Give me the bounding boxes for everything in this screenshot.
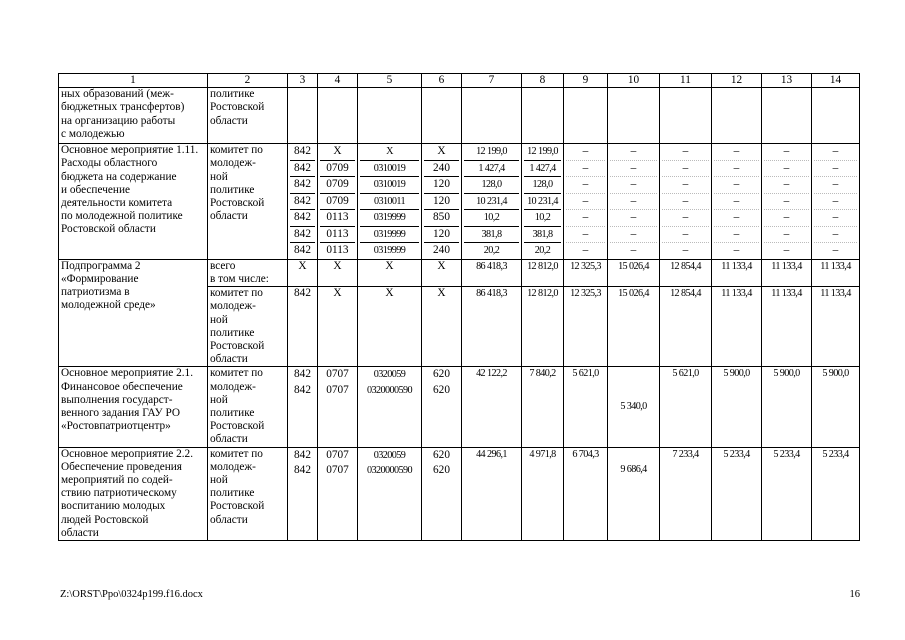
value: 10,2 (464, 210, 519, 227)
text-line: Обеспечение проведения (61, 460, 182, 473)
value: 128,0 (524, 177, 561, 194)
dash-cell: – – – – – – – (712, 144, 762, 260)
value: 850 (424, 210, 459, 227)
value: 0113 (320, 227, 355, 244)
value: 0319999 (360, 227, 419, 244)
value-cell: 5 233,4 (762, 447, 812, 540)
value: 0709 (320, 161, 355, 178)
value: 842 (290, 177, 315, 194)
text-line: области (210, 210, 248, 223)
value-cell: 9 686,4 (608, 447, 660, 540)
empty-cell (660, 88, 712, 144)
col-number: 13 (762, 74, 812, 88)
text-line: области (210, 513, 248, 526)
value-cell: 6 704,3 (564, 447, 608, 540)
value-cell: 4 971,8 (522, 447, 564, 540)
text-line: Расходы областного (61, 157, 158, 170)
year-amount-cell (522, 144, 564, 260)
dash-cell: – – – – – – – (564, 144, 608, 260)
value-cell: 42 122,2 (462, 367, 522, 447)
text-line: Финансовое обеспечение (61, 380, 183, 393)
value: 0113 (320, 210, 355, 227)
value-cell: 5 233,4 (712, 447, 762, 540)
dash-cell: – – – – – – – (608, 144, 660, 260)
col-number: 8 (522, 74, 564, 88)
value: 240 (424, 161, 459, 178)
col-number: 4 (318, 74, 358, 88)
text-line: ной (210, 393, 228, 406)
text-line: комитет по (210, 447, 263, 460)
text-line: людей Ростовской (61, 513, 149, 526)
table-row (59, 367, 860, 447)
text-line: Основное мероприятие 2.2. (61, 447, 194, 460)
col-number: 2 (208, 74, 288, 88)
text-line: патриотизма в (61, 286, 130, 299)
text-line: Ростовской (210, 420, 265, 433)
value: 120 (424, 194, 459, 211)
value-cell: 11 133,4 (762, 259, 812, 286)
value-cell: 44 296,1 (462, 447, 522, 540)
value: 10,2 (524, 210, 561, 227)
text-line: бюджетных трансфертов) (61, 101, 185, 114)
col-number: 9 (564, 74, 608, 88)
col-number: 10 (608, 74, 660, 88)
value: 12 199,0 (524, 144, 561, 161)
text-line: воспитанию молодых (61, 500, 166, 513)
value: 1 427,4 (524, 161, 561, 178)
col-number: 1 (59, 74, 208, 88)
value: 0709 (320, 194, 355, 211)
text-line: области (210, 353, 248, 366)
col-number: 14 (812, 74, 860, 88)
page-number: 16 (849, 589, 860, 600)
value: 842 (290, 161, 315, 178)
text-line: политике (210, 183, 255, 196)
text-line: политике (210, 88, 255, 101)
section-code-cell (318, 144, 358, 260)
text-line: Ростовской (210, 339, 265, 352)
value: Х (320, 144, 355, 161)
text-line: Подпрограмма 2 (61, 259, 141, 272)
target-code-cell: 0320059 0320000590 (358, 447, 422, 540)
expense-type-cell: 620 620 (422, 447, 462, 540)
text-line: комитет по (210, 367, 263, 380)
value-cell: Х (318, 259, 358, 286)
text-line: «Формирование (61, 272, 139, 285)
value-cell: 5 900,0 (812, 367, 860, 447)
text-line: Ростовской (210, 197, 265, 210)
empty-cell (318, 88, 358, 144)
text-line: мероприятий по содей- (61, 473, 173, 486)
expense-type-cell: 620 620 (422, 367, 462, 447)
value-cell: Х (358, 287, 422, 367)
value: 842 (290, 194, 315, 211)
empty-cell (712, 88, 762, 144)
col-number: 11 (660, 74, 712, 88)
text-line: «Ростовпатриотцентр» (61, 420, 171, 433)
value: Х (424, 144, 459, 161)
value-cell: 15 026,4 (608, 287, 660, 367)
value: 842 (290, 210, 315, 227)
value-cell: 15 026,4 (608, 259, 660, 286)
section-code-cell: 0707 0707 (318, 367, 358, 447)
empty-cell (564, 88, 608, 144)
empty-cell (462, 88, 522, 144)
target-code-cell (358, 144, 422, 260)
value-cell: 12 325,3 (564, 259, 608, 286)
value-cell: Х (422, 287, 462, 367)
value: 0310011 (360, 194, 419, 211)
text-line: Основное мероприятие 2.1. (61, 367, 194, 380)
value-cell: 86 418,3 (462, 259, 522, 286)
file-path: Z:\ORST\Ppo\0324p199.f16.docx (60, 589, 203, 600)
value-cell: 5 340,0 (608, 367, 660, 447)
text-line: политике (210, 326, 255, 339)
value: 10 231,4 (524, 194, 561, 211)
dash-cell: – – – – – – – (660, 144, 712, 260)
value: 120 (424, 177, 459, 194)
expense-type-cell (422, 144, 462, 260)
text-line: Ростовской (210, 500, 265, 513)
text-line: Ростовской области (61, 223, 156, 236)
table-row (59, 144, 860, 260)
value: 381,8 (464, 227, 519, 244)
program-name-cell (59, 367, 208, 447)
text-line: политике (210, 487, 255, 500)
value-cell: 5 233,4 (812, 447, 860, 540)
value: Х (360, 144, 419, 161)
text-line: молодеж- (210, 380, 256, 393)
value: 842 (290, 144, 315, 161)
text-line: Ростовской (210, 101, 265, 114)
text-line: Основное мероприятие 1.11. (61, 144, 199, 157)
program-name-cell (59, 88, 208, 144)
value: 20,2 (534, 245, 551, 257)
program-name-cell (59, 144, 208, 260)
text-line: на организацию работы (61, 114, 176, 127)
executor-cell (208, 447, 288, 540)
value-cell: 11 133,4 (712, 287, 762, 367)
value-cell: 7 840,2 (522, 367, 564, 447)
text-line: комитет по (210, 287, 263, 300)
table-row (59, 447, 860, 540)
value-cell: 7 233,4 (660, 447, 712, 540)
text-line: молодеж- (210, 300, 256, 313)
text-line: бюджета на содержание (61, 170, 177, 183)
value: 0319999 (360, 210, 419, 227)
total-label-cell (208, 259, 288, 286)
total-amount-cell (462, 144, 522, 260)
value-cell: 5 621,0 (564, 367, 608, 447)
program-name-cell (59, 259, 208, 367)
empty-cell (422, 88, 462, 144)
target-code-cell: 0320059 0320000590 (358, 367, 422, 447)
text-line: ной (210, 473, 228, 486)
text-line: по молодежной политике (61, 210, 183, 223)
program-name-cell (59, 447, 208, 540)
value-cell: 11 133,4 (812, 259, 860, 286)
dash-cell: – – – – – – – (812, 144, 860, 260)
executor-cell (208, 367, 288, 447)
empty-cell (812, 88, 860, 144)
text-line: ной (210, 313, 228, 326)
value-cell: Х (358, 259, 422, 286)
text-line: ной (210, 170, 228, 183)
table-row (59, 259, 860, 286)
value-cell: 5 621,0 (660, 367, 712, 447)
empty-cell (762, 88, 812, 144)
text-line: комитет по (210, 144, 263, 157)
value: 240 (433, 244, 450, 257)
text-line: венного задания ГАУ РО (61, 406, 181, 419)
text-line: всего (210, 259, 236, 272)
budget-table (58, 73, 860, 541)
value-cell: 11 133,4 (762, 287, 812, 367)
value: 128,0 (464, 177, 519, 194)
value-cell: 11 133,4 (812, 287, 860, 367)
empty-cell (608, 88, 660, 144)
text-line: ствию патриотическому (61, 487, 177, 500)
executor-cell (208, 287, 288, 367)
value: 0310019 (360, 177, 419, 194)
value: 842 (290, 227, 315, 244)
text-line: ных образований (меж- (61, 88, 174, 101)
value-cell: 12 325,3 (564, 287, 608, 367)
column-number-row (59, 74, 860, 88)
value: 842 (294, 244, 311, 257)
value: 0310019 (360, 161, 419, 178)
section-code-cell: 0707 0707 (318, 447, 358, 540)
value-cell: 5 900,0 (762, 367, 812, 447)
text-line: молодежной среде» (61, 299, 156, 312)
grbs-code-cell: 842 842 (288, 367, 318, 447)
text-line: области (210, 433, 248, 446)
value-cell: 11 133,4 (712, 259, 762, 286)
table-row (59, 88, 860, 144)
text-line: области (210, 114, 248, 127)
executor-cell (208, 88, 288, 144)
value-cell: 5 900,0 (712, 367, 762, 447)
empty-cell (358, 88, 422, 144)
col-number: 12 (712, 74, 762, 88)
value: 0709 (320, 177, 355, 194)
value-cell: 12 854,4 (660, 259, 712, 286)
value: 10 231,4 (464, 194, 519, 211)
value-cell: Х (318, 287, 358, 367)
empty-cell (288, 88, 318, 144)
value: 20,2 (483, 245, 500, 257)
text-line: политике (210, 406, 255, 419)
text-line: молодеж- (210, 157, 256, 170)
text-line: с молодежью (61, 127, 125, 140)
grbs-code-cell (288, 144, 318, 260)
value: 120 (424, 227, 459, 244)
col-number: 5 (358, 74, 422, 88)
value: 12 199,0 (464, 144, 519, 161)
grbs-code-cell: 842 842 (288, 447, 318, 540)
executor-cell (208, 144, 288, 260)
col-number: 3 (288, 74, 318, 88)
text-line: молодеж- (210, 460, 256, 473)
value-cell: Х (288, 259, 318, 286)
value: 381,8 (524, 227, 561, 244)
text-line: выполнения государст- (61, 393, 173, 406)
value-cell: 12 854,4 (660, 287, 712, 367)
text-line: и обеспечение (61, 183, 131, 196)
text-line: деятельности комитета (61, 197, 173, 210)
col-number: 7 (462, 74, 522, 88)
dash-cell: – – – – – – – (762, 144, 812, 260)
value-cell: 12 812,0 (522, 259, 564, 286)
text-line: области (61, 526, 99, 539)
text-line: в том числе: (210, 272, 269, 285)
col-number: 6 (422, 74, 462, 88)
value-cell: 12 812,0 (522, 287, 564, 367)
value-cell: 86 418,3 (462, 287, 522, 367)
value: 0319999 (373, 245, 406, 257)
value-cell: 842 (288, 287, 318, 367)
value: 0113 (326, 244, 349, 257)
value: 1 427,4 (464, 161, 519, 178)
empty-cell (522, 88, 564, 144)
value-cell: Х (422, 259, 462, 286)
